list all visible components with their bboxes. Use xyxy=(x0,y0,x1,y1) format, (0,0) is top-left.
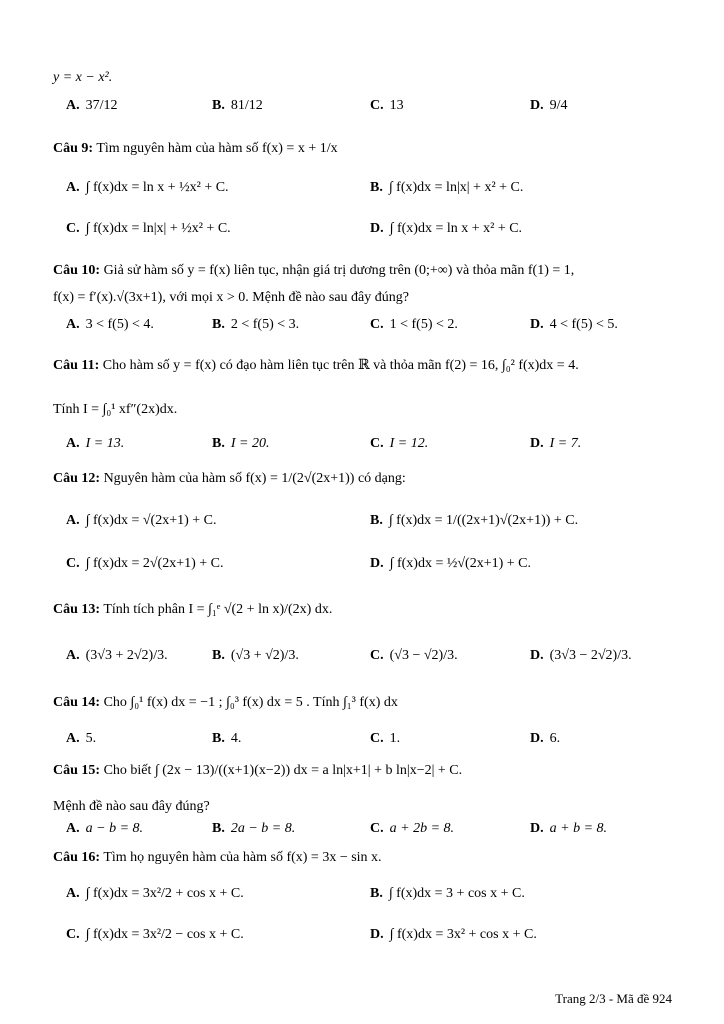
q15-option-a-text: a − b = 8. xyxy=(85,821,144,836)
page-footer: Trang 2/3 - Mã đề 924 xyxy=(555,991,672,1006)
q13-option-c-text: (√3 − √2)/3. xyxy=(389,648,458,663)
q13-option-b: B. (√3 + √2)/3. xyxy=(212,648,299,663)
q9-option-c: C. ∫ f(x)dx = ln|x| + ½x² + C. xyxy=(66,221,231,236)
question-13-text: Tính tích phân I = ∫₁ᵉ √(2 + ln x)/(2x) dx. xyxy=(103,602,333,617)
q14-option-b-text: 4. xyxy=(230,731,242,746)
q11-option-a-text: I = 13. xyxy=(85,436,125,451)
question-16-text: Tìm họ nguyên hàm của hàm số f(x) = 3x − sin x. xyxy=(103,850,382,865)
q11-option-d: D. I = 7. xyxy=(530,436,582,451)
q14-option-d-text: 6. xyxy=(549,731,561,746)
q8-option-a: A. 37/12 xyxy=(66,98,118,113)
q15-option-c: C. a + 2b = 8. xyxy=(370,821,455,836)
q9-option-b: B. ∫ f(x)dx = ln|x| + x² + C. xyxy=(370,180,524,195)
question-9 xyxy=(53,141,338,157)
question-15-text: Cho biết ∫ (2x − 13)/((x+1)(x−2)) dx = a ln|x+1| + b ln|x−2| + C. xyxy=(103,763,463,778)
question-14-label: Câu 14: xyxy=(53,695,101,710)
q12-option-c-text: ∫ f(x)dx = 2√(2x+1) + C. xyxy=(85,556,224,571)
q15-option-c-text: a + 2b = 8. xyxy=(389,821,455,836)
q12-option-d: D. ∫ f(x)dx = ½√(2x+1) + C. xyxy=(370,556,531,571)
q14-option-c: C. 1. xyxy=(370,731,401,746)
q16-option-b-text: ∫ f(x)dx = 3 + cos x + C. xyxy=(388,886,525,901)
q12-option-a: A. ∫ f(x)dx = √(2x+1) + C. xyxy=(66,513,217,528)
q8-option-c-text: 13 xyxy=(389,98,404,113)
question-11-line-2 xyxy=(53,402,177,418)
q10-option-b-text: 2 < f(5) < 3. xyxy=(230,317,300,332)
q12-option-a-text: ∫ f(x)dx = √(2x+1) + C. xyxy=(85,513,217,528)
q9-option-a: A. ∫ f(x)dx = ln x + ½x² + C. xyxy=(66,180,229,195)
q16-option-a: A. ∫ f(x)dx = 3x²/2 + cos x + C. xyxy=(66,886,244,901)
tail-text: y = x − x². xyxy=(53,70,113,85)
q14-option-a: A. 5. xyxy=(66,731,97,746)
question-11-label: Câu 11: xyxy=(53,358,100,373)
q16-option-c-text: ∫ f(x)dx = 3x²/2 − cos x + C. xyxy=(85,927,244,942)
q8-option-d: D. 9/4 xyxy=(530,98,568,113)
q13-option-d-text: (3√3 − 2√2)/3. xyxy=(549,648,632,663)
question-15-text-2: Mệnh đề nào sau đây đúng? xyxy=(53,799,210,814)
q13-option-c: C. (√3 − √2)/3. xyxy=(370,648,458,663)
question-13 xyxy=(53,602,332,618)
q14-option-a-text: 5. xyxy=(85,731,97,746)
question-12-label: Câu 12: xyxy=(53,471,101,486)
q12-option-b: B. ∫ f(x)dx = 1/((2x+1)√(2x+1)) + C. xyxy=(370,513,579,528)
question-9-text: Tìm nguyên hàm của hàm số f(x) = x + 1/x xyxy=(96,141,338,156)
question-15-line-2 xyxy=(53,799,210,815)
q16-option-b: B. ∫ f(x)dx = 3 + cos x + C. xyxy=(370,886,525,901)
question-11 xyxy=(53,357,579,374)
q8-option-b: B. 81/12 xyxy=(212,98,263,113)
q11-option-a: A. I = 13. xyxy=(66,436,125,451)
q15-option-a: A. a − b = 8. xyxy=(66,821,144,836)
q11-option-d-text: I = 7. xyxy=(549,436,582,451)
q14-option-b: B. 4. xyxy=(212,731,242,746)
q10-option-b: B. 2 < f(5) < 3. xyxy=(212,317,300,332)
question-10-line-2 xyxy=(53,290,409,306)
q9-option-d-text: ∫ f(x)dx = ln x + x² + C. xyxy=(389,221,523,236)
question-15-label: Câu 15: xyxy=(53,763,101,778)
q8-option-c: C. 13 xyxy=(370,98,404,113)
question-10-text-2: f(x) = f′(x).√(3x+1), với mọi x > 0. Mệnh đề nào sau đây đúng? xyxy=(53,290,409,305)
question-10 xyxy=(53,263,574,279)
q13-option-b-text: (√3 + √2)/3. xyxy=(230,648,299,663)
question-16 xyxy=(53,850,382,866)
question-13-label: Câu 13: xyxy=(53,602,101,617)
q11-option-b-text: I = 20. xyxy=(230,436,270,451)
q10-option-a-text: 3 < f(5) < 4. xyxy=(85,317,154,332)
q12-option-c: C. ∫ f(x)dx = 2√(2x+1) + C. xyxy=(66,556,224,571)
question-14 xyxy=(53,695,398,711)
q14-option-c-text: 1. xyxy=(389,731,401,746)
q11-option-c: C. I = 12. xyxy=(370,436,429,451)
question-15 xyxy=(53,763,462,779)
question-11-text-2: Tính I = ∫₀¹ xf″(2x)dx. xyxy=(53,402,178,417)
q9-option-b-text: ∫ f(x)dx = ln|x| + x² + C. xyxy=(388,180,524,195)
question-16-label: Câu 16: xyxy=(53,850,101,865)
q10-option-d: D. 4 < f(5) < 5. xyxy=(530,317,618,332)
question-10-text: Giả sử hàm số y = f(x) liên tục, nhận giá trị dương trên (0;+∞) và thỏa mãn f(1) = 1, xyxy=(103,263,575,278)
q16-option-d: D. ∫ f(x)dx = 3x² + cos x + C. xyxy=(370,927,537,942)
q16-option-a-text: ∫ f(x)dx = 3x²/2 + cos x + C. xyxy=(85,886,244,901)
q15-option-b-text: 2a − b = 8. xyxy=(230,821,296,836)
q10-option-a: A. 3 < f(5) < 4. xyxy=(66,317,154,332)
q8-option-d-text: 9/4 xyxy=(549,98,568,113)
q10-option-d-text: 4 < f(5) < 5. xyxy=(549,317,618,332)
q12-option-d-text: ∫ f(x)dx = ½√(2x+1) + C. xyxy=(389,556,531,571)
q16-option-c: C. ∫ f(x)dx = 3x²/2 − cos x + C. xyxy=(66,927,244,942)
q13-option-a-text: (3√3 + 2√2)/3. xyxy=(85,648,168,663)
previous-question-tail xyxy=(53,70,112,86)
q15-option-d: D. a + b = 8. xyxy=(530,821,608,836)
q15-option-d-text: a + b = 8. xyxy=(549,821,608,836)
question-14-text: Cho ∫₀¹ f(x) dx = −1 ; ∫₀³ f(x) dx = 5 . Tính ∫₁³ f(x) dx xyxy=(103,695,398,710)
question-12-text: Nguyên hàm của hàm số f(x) = 1/(2√(2x+1)) có dạng: xyxy=(103,471,406,486)
question-10-label: Câu 10: xyxy=(53,263,101,278)
q9-option-c-text: ∫ f(x)dx = ln|x| + ½x² + C. xyxy=(85,221,231,236)
q13-option-a: A. (3√3 + 2√2)/3. xyxy=(66,648,168,663)
q8-option-b-text: 81/12 xyxy=(230,98,263,113)
q11-option-b: B. I = 20. xyxy=(212,436,270,451)
q15-option-b: B. 2a − b = 8. xyxy=(212,821,296,836)
question-12 xyxy=(53,471,406,487)
q10-option-c-text: 1 < f(5) < 2. xyxy=(389,317,458,332)
q14-option-d: D. 6. xyxy=(530,731,561,746)
q9-option-d: D. ∫ f(x)dx = ln x + x² + C. xyxy=(370,221,523,236)
q9-option-a-text: ∫ f(x)dx = ln x + ½x² + C. xyxy=(85,180,229,195)
q13-option-d: D. (3√3 − 2√2)/3. xyxy=(530,648,632,663)
q11-option-c-text: I = 12. xyxy=(389,436,429,451)
q12-option-b-text: ∫ f(x)dx = 1/((2x+1)√(2x+1)) + C. xyxy=(388,513,579,528)
q10-option-c: C. 1 < f(5) < 2. xyxy=(370,317,458,332)
question-11-text: Cho hàm số y = f(x) có đạo hàm liên tục trên ℝ và thỏa mãn f(2) = 16, ∫₀² f(x)dx = 4. xyxy=(102,358,579,373)
question-9-label: Câu 9: xyxy=(53,141,94,156)
q8-option-a-text: 37/12 xyxy=(85,98,118,113)
q16-option-d-text: ∫ f(x)dx = 3x² + cos x + C. xyxy=(389,927,537,942)
